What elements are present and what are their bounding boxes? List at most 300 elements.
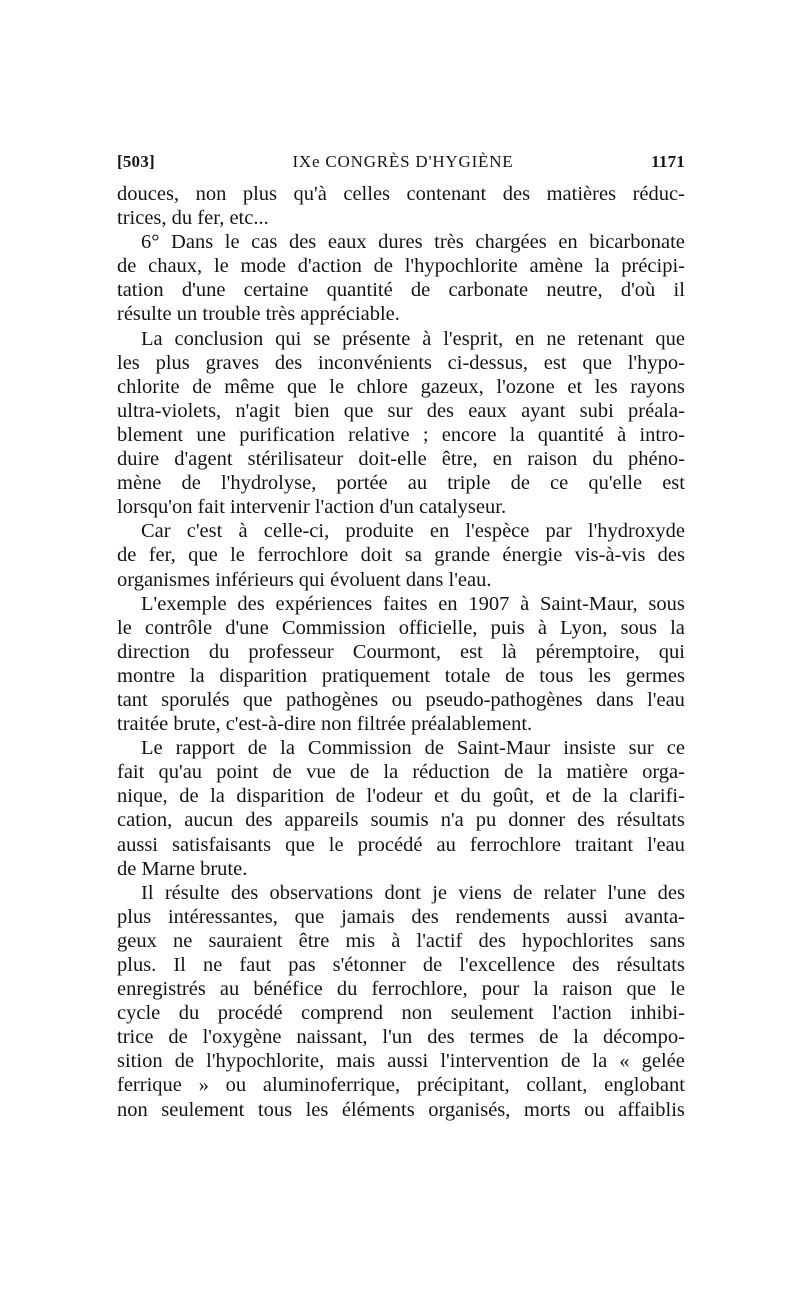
word: collant, xyxy=(526,1074,588,1097)
word: la xyxy=(670,616,685,639)
word: viens xyxy=(458,881,502,904)
text-line: résulte un trouble très appréciable. xyxy=(117,303,400,326)
word: de xyxy=(179,785,199,808)
word: point xyxy=(216,761,259,784)
word: chargées xyxy=(475,231,547,254)
word: l'esprit, xyxy=(443,327,504,350)
word: de xyxy=(174,1050,195,1073)
word: résultats xyxy=(616,809,685,832)
word: d'où xyxy=(620,279,656,302)
word: sans xyxy=(649,929,685,952)
word: puis xyxy=(490,616,525,639)
word: des xyxy=(572,954,600,976)
word: de xyxy=(335,785,355,808)
word: stérilisateur xyxy=(247,448,344,471)
word: contrôle xyxy=(144,616,213,639)
word: morts xyxy=(523,1098,571,1121)
word: au xyxy=(219,978,240,1001)
word: des xyxy=(245,809,273,832)
word: en xyxy=(492,448,513,471)
word: Saint-Maur, xyxy=(539,592,638,615)
word: l'action xyxy=(552,1002,612,1025)
word: à xyxy=(617,423,627,446)
word: officielle, xyxy=(398,616,478,639)
word: termes xyxy=(469,1026,525,1049)
word: l'espèce xyxy=(465,520,530,543)
word: pathogènes xyxy=(285,688,379,711)
word: mène xyxy=(117,472,162,495)
word: tous xyxy=(539,664,574,687)
word: hypochlorites xyxy=(521,929,634,952)
word: clarifi- xyxy=(629,785,685,808)
text-line xyxy=(117,833,685,857)
word: l'hypochlorite, xyxy=(206,1050,325,1073)
word: qu'à xyxy=(293,183,327,205)
word: que xyxy=(287,375,317,398)
word: les xyxy=(305,1098,329,1121)
word: que xyxy=(343,399,374,422)
word: non xyxy=(117,1098,148,1121)
text-line xyxy=(117,905,685,929)
text-line xyxy=(117,399,685,423)
word: faut xyxy=(239,954,272,976)
word: vis-à-vis xyxy=(574,544,646,567)
word: le xyxy=(328,833,344,856)
word: de xyxy=(512,881,533,904)
word: vue xyxy=(306,761,336,784)
word: relater xyxy=(543,881,596,904)
word: même xyxy=(224,375,275,398)
word: l'hydroxyde xyxy=(587,520,685,543)
text-line xyxy=(117,664,685,688)
word: dans xyxy=(596,688,634,711)
word: du xyxy=(460,785,481,808)
word: donner xyxy=(508,809,566,832)
word: englobant xyxy=(604,1074,685,1097)
word: les xyxy=(594,375,618,398)
word: gelée xyxy=(641,1050,685,1073)
word: de xyxy=(422,954,443,976)
word: se xyxy=(313,327,331,350)
word: que xyxy=(188,544,218,567)
body-text xyxy=(117,182,685,1122)
word: sporulés xyxy=(161,688,230,711)
word: plus xyxy=(155,351,190,374)
word: seulement xyxy=(161,1098,245,1121)
word: par xyxy=(545,520,572,543)
word: des xyxy=(288,231,317,254)
text-line: lorsqu'on fait intervenir l'action d'un catalyseur. xyxy=(117,496,507,519)
word: doit xyxy=(360,544,393,567)
word: inhibi- xyxy=(630,1002,685,1025)
word: et xyxy=(545,785,561,808)
text-line xyxy=(117,1098,685,1122)
word: procédé xyxy=(217,1002,283,1025)
word: procédé xyxy=(357,833,423,856)
word: cas xyxy=(251,231,278,254)
word: enregistrés xyxy=(117,978,206,1001)
word: qu'au xyxy=(158,761,203,784)
text-line: de Marne brute. xyxy=(117,857,248,880)
word: et xyxy=(434,785,449,808)
word: chaux, xyxy=(148,255,203,278)
word: l'hydrolyse, xyxy=(220,472,317,495)
word: aussi xyxy=(117,833,158,856)
word: sous xyxy=(648,592,685,615)
word: insiste xyxy=(563,737,616,760)
page-number: 1171 xyxy=(651,152,685,171)
word: Lyon, xyxy=(560,616,608,639)
word: bicarbonate xyxy=(589,231,685,254)
word: rendements xyxy=(455,905,550,928)
word: germes xyxy=(625,664,685,687)
word: affaiblis xyxy=(618,1098,685,1121)
word: la xyxy=(533,978,549,1001)
word: Commission xyxy=(307,737,412,760)
word: il xyxy=(673,279,685,302)
word: nique, xyxy=(117,785,168,808)
word: certaine xyxy=(243,279,309,302)
word: l'excellence xyxy=(459,954,556,976)
word: le xyxy=(230,544,245,567)
word: cation, xyxy=(117,809,173,832)
word: Le xyxy=(141,737,163,760)
word: chlore xyxy=(356,375,408,398)
word: très xyxy=(434,231,464,254)
word: plus. xyxy=(117,954,157,976)
word: des xyxy=(426,399,455,422)
word: cycle xyxy=(117,1002,161,1025)
word: Courmont, xyxy=(352,640,442,663)
word: éléments xyxy=(341,1098,415,1121)
word: l'hypo- xyxy=(627,351,685,374)
word: les xyxy=(117,351,140,374)
word: avanta- xyxy=(624,905,685,928)
word: de xyxy=(424,737,444,760)
word: aussi xyxy=(387,1050,429,1073)
word: pas xyxy=(288,954,316,976)
word: observations xyxy=(269,881,374,904)
word: plus xyxy=(117,905,152,928)
word: l'une xyxy=(607,881,647,904)
word: trice xyxy=(117,1026,154,1049)
text-line xyxy=(117,784,685,808)
word: de xyxy=(505,664,525,687)
word: celle-ci, xyxy=(263,520,330,543)
word: ou xyxy=(584,1098,605,1121)
word: la xyxy=(594,255,610,278)
word: amène xyxy=(529,255,583,278)
word: tation xyxy=(117,279,164,302)
word: ferrique xyxy=(117,1074,182,1097)
word: préala- xyxy=(628,399,685,422)
word: Il xyxy=(173,954,186,976)
word: pratiquement xyxy=(321,664,431,687)
word: précipitant, xyxy=(416,1074,510,1097)
text-line xyxy=(117,182,685,206)
word: produite xyxy=(345,520,414,543)
word: c'est xyxy=(186,520,223,543)
text-line xyxy=(117,953,685,977)
word: n'a xyxy=(440,809,464,832)
word: tous xyxy=(257,1098,293,1121)
word: 6° xyxy=(141,231,160,254)
word: matières xyxy=(546,183,617,205)
word: relative xyxy=(348,423,410,446)
word: encore xyxy=(441,423,497,446)
word: subi xyxy=(579,399,614,422)
word: sur xyxy=(628,737,654,760)
word: dures xyxy=(378,231,423,254)
word: en xyxy=(515,327,535,350)
word: purification xyxy=(239,423,335,446)
word: est xyxy=(662,472,685,495)
word: La xyxy=(141,327,163,350)
word: d'action xyxy=(297,255,362,278)
word: sition xyxy=(117,1050,163,1073)
word: triple xyxy=(447,472,491,495)
word: de xyxy=(117,544,137,567)
word: que xyxy=(294,905,325,928)
text-line xyxy=(117,808,685,832)
word: à xyxy=(520,592,530,615)
word: la xyxy=(537,761,553,784)
word: l'eau xyxy=(647,833,685,856)
word: non xyxy=(401,1002,433,1025)
text-line xyxy=(117,447,685,471)
word: le xyxy=(329,375,345,398)
word: des xyxy=(230,881,259,904)
word: des xyxy=(577,809,605,832)
word: le xyxy=(117,616,132,639)
word: le xyxy=(670,978,685,1001)
text-line xyxy=(117,375,685,399)
word: l'oxygène xyxy=(202,1026,282,1049)
word: réduc- xyxy=(632,183,685,205)
word: doit-elle xyxy=(358,448,427,471)
word: être xyxy=(298,929,330,952)
word: les xyxy=(588,664,611,687)
word: au xyxy=(436,833,456,856)
word: je xyxy=(432,881,448,904)
word: et xyxy=(567,375,583,398)
word: l'un xyxy=(382,1026,413,1049)
word: appareils xyxy=(284,809,359,832)
word: gazeux, xyxy=(420,375,484,398)
word: de xyxy=(192,375,212,398)
word: L'exemple xyxy=(141,592,227,615)
word: plus xyxy=(242,183,278,205)
word: Commission xyxy=(281,616,386,639)
word: ferrochlore xyxy=(469,833,561,856)
word: ou xyxy=(391,688,413,711)
text-line xyxy=(117,1001,685,1025)
word: aluminoferrique, xyxy=(262,1074,401,1097)
word: précipi- xyxy=(621,255,685,278)
word: l'ozone xyxy=(496,375,555,398)
word: sa xyxy=(404,544,422,567)
text-line xyxy=(117,327,685,351)
word: le xyxy=(213,255,229,278)
word: douces, xyxy=(117,183,180,205)
text-line xyxy=(117,616,685,640)
word: Car xyxy=(141,520,171,543)
text-line xyxy=(117,760,685,784)
word: l'actif xyxy=(416,929,463,952)
word: qui xyxy=(275,327,302,350)
text-line xyxy=(117,977,685,1001)
word: des xyxy=(657,544,685,567)
word: que xyxy=(242,688,273,711)
word: en xyxy=(429,520,450,543)
text-line xyxy=(117,1025,685,1049)
word: direction xyxy=(117,640,190,663)
book-page xyxy=(117,152,685,1122)
word: non xyxy=(195,183,227,205)
word: raison xyxy=(562,978,613,1001)
word: la xyxy=(210,785,225,808)
word: que xyxy=(285,833,315,856)
word: professeur xyxy=(248,640,334,663)
word: de xyxy=(560,1050,581,1073)
word: du xyxy=(208,640,230,663)
word: grande xyxy=(434,544,491,567)
word: rapport xyxy=(175,737,235,760)
text-line xyxy=(117,423,685,447)
word: du xyxy=(592,448,613,471)
word: 1907 xyxy=(468,592,510,615)
word: intro- xyxy=(639,423,685,446)
word: de xyxy=(272,761,292,784)
text-line xyxy=(117,881,685,905)
word: qui xyxy=(658,640,685,663)
word: « xyxy=(619,1050,630,1073)
word: quantité xyxy=(326,279,393,302)
word: bénéfice xyxy=(253,978,323,1001)
word: intéressantes, xyxy=(167,905,278,928)
word: des xyxy=(411,905,439,928)
word: aucun xyxy=(184,809,234,832)
word: énergie xyxy=(502,544,563,567)
word: totale xyxy=(444,664,491,687)
word: fer, xyxy=(148,544,176,567)
text-line: organismes inférieurs qui évoluent dans l'eau. xyxy=(117,568,492,591)
text-line: trices, du fer, etc... xyxy=(117,207,269,230)
word: de xyxy=(510,472,530,495)
word: des xyxy=(237,592,265,615)
text-line xyxy=(117,471,685,495)
text-line xyxy=(117,736,685,760)
word: à xyxy=(238,520,248,543)
word: neutre, xyxy=(546,279,603,302)
text-line xyxy=(117,351,685,375)
word: résultats xyxy=(616,954,685,976)
word: graves xyxy=(205,351,260,374)
word: la xyxy=(602,785,618,808)
word: raison xyxy=(527,448,578,471)
word: de xyxy=(539,1026,559,1049)
word: décompo- xyxy=(602,1026,685,1049)
word: eaux xyxy=(327,231,367,254)
word: conclusion xyxy=(174,327,264,350)
word: la xyxy=(383,761,399,784)
word: de xyxy=(247,737,268,760)
word: que xyxy=(655,327,685,350)
word: matière xyxy=(566,761,628,784)
word: faites xyxy=(383,592,428,615)
word: la xyxy=(509,423,525,446)
word: l'odeur xyxy=(366,785,423,808)
text-line xyxy=(117,230,685,254)
word: sous xyxy=(620,616,657,639)
word: fait xyxy=(117,761,145,784)
word: carbonate xyxy=(448,279,529,302)
word: naissant, xyxy=(296,1026,368,1049)
word: de xyxy=(503,761,524,784)
word: Il xyxy=(141,881,154,904)
word: soumis xyxy=(370,809,429,832)
word: phéno- xyxy=(628,448,685,471)
word: des xyxy=(427,1026,455,1049)
word: Dans xyxy=(171,231,214,254)
word: présente xyxy=(342,327,411,350)
word: de xyxy=(373,255,393,278)
text-line xyxy=(117,592,685,616)
word: ce xyxy=(666,737,685,760)
word: du xyxy=(178,1002,200,1025)
word: l'hypochlorite xyxy=(404,255,518,278)
text-line xyxy=(117,688,685,712)
word: duire xyxy=(117,448,160,471)
word: mais xyxy=(336,1050,376,1073)
word: eaux xyxy=(468,399,507,422)
word: des xyxy=(502,183,531,205)
running-header xyxy=(117,152,685,182)
word: une xyxy=(196,423,226,446)
word: organisés, xyxy=(428,1098,511,1121)
word: inconvénients xyxy=(318,351,432,374)
word: geux xyxy=(117,929,157,952)
word: de xyxy=(117,255,137,278)
word: en xyxy=(438,592,458,615)
word: du xyxy=(336,978,358,1001)
word: est xyxy=(543,351,567,374)
word: ultra-violets, xyxy=(117,399,222,422)
word: pour xyxy=(481,978,520,1001)
word: de xyxy=(349,761,370,784)
word: bien xyxy=(294,399,330,422)
word: pseudo-pathogènes xyxy=(425,688,583,711)
word: celles xyxy=(343,183,391,205)
word: seulement xyxy=(450,1002,534,1025)
word: la xyxy=(573,1026,589,1049)
word: satisfaisants xyxy=(172,833,272,856)
word: au xyxy=(407,472,428,495)
word: à xyxy=(422,327,432,350)
word: orga- xyxy=(642,761,685,784)
word: mis xyxy=(345,929,376,952)
word: mode xyxy=(240,255,287,278)
text-line xyxy=(117,1073,685,1097)
word: sauraient xyxy=(208,929,283,952)
word: là xyxy=(501,640,517,663)
word: à xyxy=(391,929,401,952)
word: réduction xyxy=(412,761,490,784)
word: ayant xyxy=(521,399,566,422)
word: tant xyxy=(117,688,148,711)
word: ce xyxy=(550,472,569,495)
text-line xyxy=(117,254,685,278)
